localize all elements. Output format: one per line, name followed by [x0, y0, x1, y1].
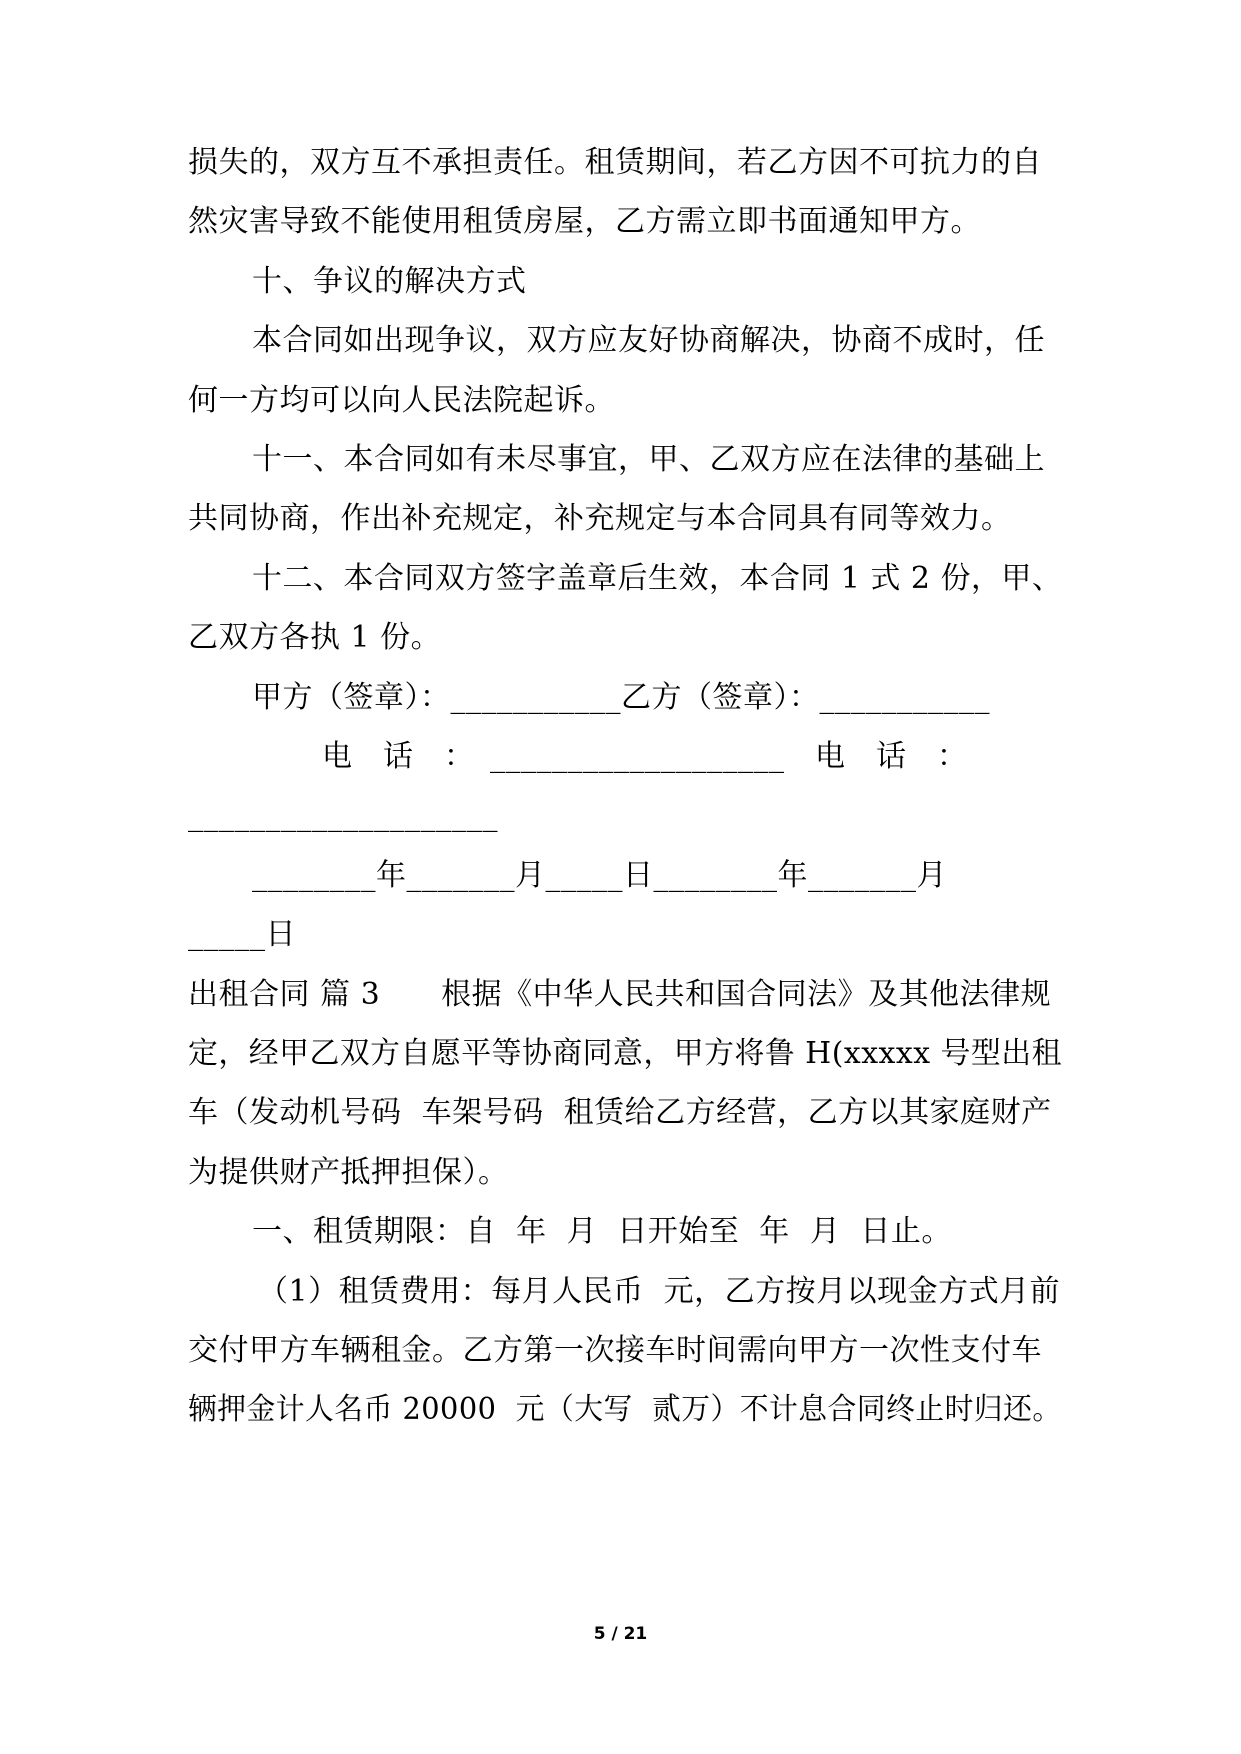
- body-text-line: 为提供财产抵押担保）。: [188, 1155, 509, 1190]
- page-number: 5 / 21: [593, 1624, 648, 1644]
- date-line: _____日: [188, 917, 296, 952]
- body-text-line: 本合同如出现争议，双方应友好协商解决，协商不成时，任: [252, 323, 1045, 358]
- body-text-line: 然灾害导致不能使用租赁房屋，乙方需立即书面通知甲方。: [188, 204, 981, 239]
- body-text-line: 一、租赁期限：自 年 月 日开始至 年 月 日止。: [252, 1214, 952, 1249]
- blank-line: ____________________: [188, 798, 498, 833]
- body-text-line: 辆押金计人名币 20000 元（大写 贰万）不计息合同终止时归还。: [188, 1392, 1062, 1427]
- body-text-line: 共同协商，作出补充规定，补充规定与本合同具有同等效力。: [188, 501, 1012, 536]
- signature-line: 甲方（签章）：___________乙方（签章）：___________: [252, 680, 990, 715]
- body-text-line: 损失的，双方互不承担责任。租赁期间，若乙方因不可抗力的自: [188, 145, 1042, 180]
- body-text-line: 十一、本合同如有未尽事宜，甲、乙双方应在法律的基础上: [252, 442, 1045, 477]
- body-text-line: 定，经甲乙双方自愿平等协商同意，甲方将鲁 H(xxxxx 号型出租: [188, 1036, 1063, 1071]
- date-line: ________年_______月_____日________年_______月: [252, 858, 947, 893]
- phone-line: 电 话 ： ___________________ 电 话 ：: [322, 739, 968, 774]
- body-text-line: 交付甲方车辆租金。乙方第一次接车时间需向甲方一次性支付车: [188, 1333, 1042, 1368]
- section-heading: 十、争议的解决方式: [252, 264, 527, 299]
- body-text-line: 何一方均可以向人民法院起诉。: [188, 383, 615, 418]
- body-text-line: 乙双方各执 1 份。: [188, 620, 442, 655]
- section-heading: 出租合同 篇 3 根据《中华人民共和国合同法》及其他法律规: [188, 977, 1052, 1012]
- body-text-line: 十二、本合同双方签字盖章后生效，本合同 1 式 2 份，甲、: [252, 561, 1063, 596]
- body-text-line: 车（发动机号码 车架号码 租赁给乙方经营，乙方以其家庭财产: [188, 1095, 1052, 1130]
- body-text-line: （1）租赁费用：每月人民币 元，乙方按月以现金方式月前: [258, 1274, 1061, 1309]
